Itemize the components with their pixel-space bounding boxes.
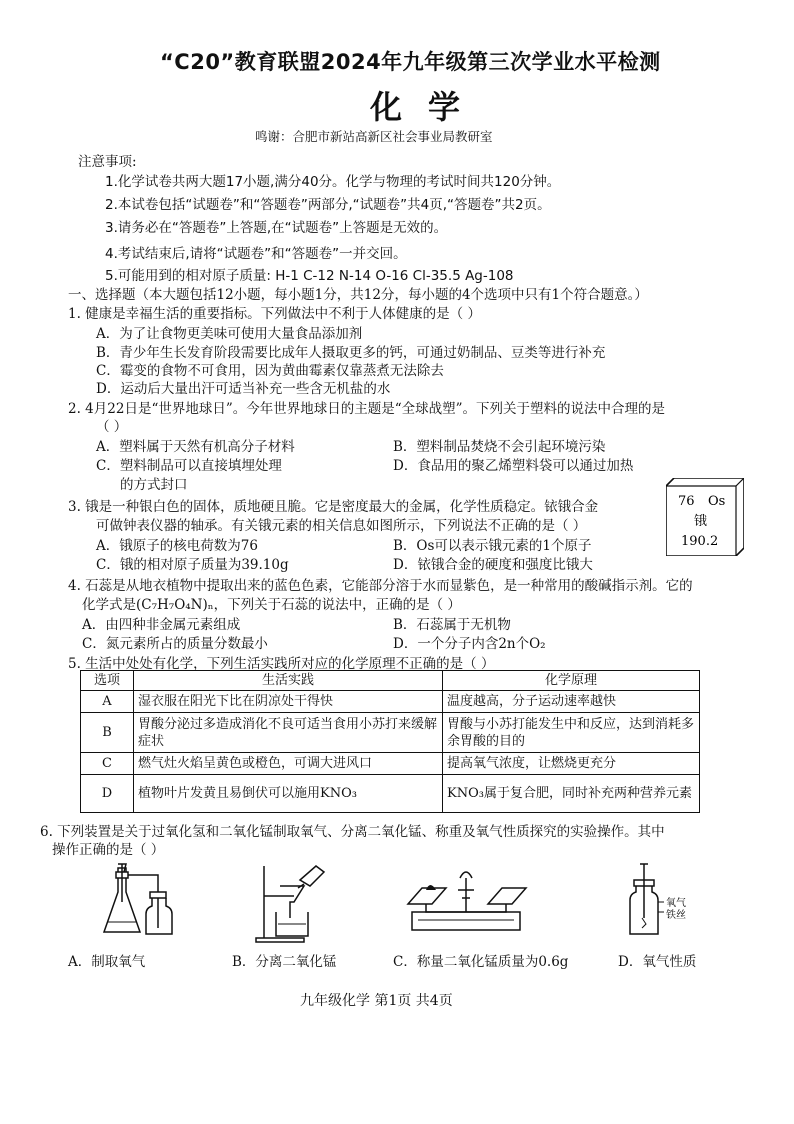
table-cell: D — [81, 775, 134, 813]
note-item: 1.化学试卷共两大题17小题,满分40分。化学与物理的考试时间共120分钟。 — [105, 174, 561, 190]
subject-title: 化学 — [370, 88, 487, 126]
q5-table — [80, 670, 700, 813]
table-row — [81, 713, 700, 753]
note-item: 2.本试卷包括“试题卷”和“答题卷”两部分,“试题卷”共4页,“答题卷”共2页。 — [105, 197, 551, 213]
exam-title: “C20”教育联盟2024年九年级第三次学业水平检测 — [160, 50, 661, 74]
q3-option-b: B．Os可以表示锇元素的1个原子 — [393, 538, 592, 554]
q2-option-d-cont: 的方式封口 — [120, 477, 188, 493]
note-item: 4.考试结束后,请将“试题卷”和“答题卷”一并交回。 — [105, 246, 407, 262]
q2-option-b: B．塑料制品焚烧不会引起环境污染 — [393, 439, 606, 455]
q6-option-c: C．称量二氧化锰质量为0.6g — [393, 954, 569, 970]
q2-option-a: A．塑料属于天然有机高分子材料 — [96, 439, 295, 455]
table-row — [81, 775, 700, 813]
q1-option-a: A．为了让食物更美味可使用大量食品添加剂 — [96, 326, 363, 342]
q4-option-d: D．一个分子内含2n个O₂ — [393, 636, 546, 652]
apparatus-b-filtration — [254, 862, 344, 944]
label-oxygen: 氧气 — [666, 898, 686, 909]
question-3-stem-cont: 可做钟表仪器的轴承。有关锇元素的相关信息如图所示，下列说法不正确的是（ ） — [96, 518, 587, 534]
table-cell: B — [81, 713, 134, 753]
table-row — [81, 753, 700, 775]
question-4-stem-cont: 化学式是(C₇H₇O₄N)ₙ，下列关于石蕊的说法中，正确的是（ ） — [82, 597, 461, 613]
q2-option-d: D．食品用的聚乙烯塑料袋可以通过加热 — [393, 458, 634, 474]
note-item: 3.请务必在“答题卷”上答题,在“试题卷”上答题是无效的。 — [105, 220, 448, 236]
q6-option-a: A．制取氧气 — [68, 954, 146, 970]
osmium-element-card — [666, 478, 744, 556]
table-cell: C — [81, 753, 134, 775]
apparatus-d-oxygen-properties — [624, 862, 694, 942]
table-header-row — [81, 671, 700, 691]
question-1-stem: 1. 健康是幸福生活的重要指标。下列做法中不利于人体健康的是（ ） — [68, 306, 481, 322]
question-2-stem: 2. 4月22日是“世界地球日”。今年世界地球日的主题是“全球战塑”。下列关于塑料的说法中合理的是 — [68, 401, 666, 417]
note-item: 5.可能用到的相对原子质量: H-1 C-12 N-14 O-16 Cl-35.5 Ag-108 — [105, 268, 514, 284]
question-2-stem-cont: （ ） — [96, 419, 128, 435]
q4-option-b: B．石蕊属于无机物 — [393, 617, 511, 633]
table-cell: 湿衣服在阳光下比在阴凉处干得快 — [134, 691, 443, 713]
acknowledgement: 鸣谢：合肥市新站高新区社会事业局教研室 — [255, 129, 493, 144]
q2-option-c: C．塑料制品可以直接填埋处理 — [96, 458, 282, 474]
element-number: 76 — [678, 494, 695, 509]
page-footer: 九年级化学 第1页 共4页 — [300, 993, 453, 1009]
table-cell: KNO₃属于复合肥，同时补充两种营养元素 — [443, 775, 700, 813]
table-header: 化学原理 — [443, 671, 700, 691]
table-cell: 温度越高，分子运动速率越快 — [443, 691, 700, 713]
element-mass: 190.2 — [681, 534, 719, 549]
table-row — [81, 691, 700, 713]
section-heading: 一、选择题（本大题包括12小题，每小题1分，共12分，每小题的4个选项中只有1个符合题意。） — [68, 287, 648, 303]
element-name: 锇 — [694, 514, 708, 529]
element-symbol: Os — [708, 494, 726, 509]
question-4-stem: 4. 石蕊是从地衣植物中提取出来的蓝色色素，它能部分溶于水而显紫色，是一种常用的酸碱指示剂。它的 — [68, 578, 693, 594]
q3-option-a: A．锇原子的核电荷数为76 — [96, 538, 258, 554]
table-cell: 胃酸与小苏打能发生中和反应，达到消耗多余胃酸的目的 — [443, 713, 700, 753]
table-cell: 植物叶片发黄且易倒伏可以施用KNO₃ — [134, 775, 443, 813]
q4-option-c: C．氮元素所占的质量分数最小 — [82, 636, 268, 652]
notes-heading: 注意事项: — [78, 154, 137, 170]
q6-option-b: B．分离二氧化锰 — [232, 954, 337, 970]
table-cell: 燃气灶火焰呈黄色或橙色，可调大进风口 — [134, 753, 443, 775]
table-cell: 提高氧气浓度，让燃烧更充分 — [443, 753, 700, 775]
table-cell: 胃酸分泌过多造成消化不良可适当食用小苏打来缓解症状 — [134, 713, 443, 753]
question-3-stem: 3. 锇是一种银白色的固体，质地硬且脆。它是密度最大的金属，化学性质稳定。铱锇合金 — [68, 499, 599, 515]
q3-option-d: D．铱锇合金的硬度和强度比锇大 — [393, 557, 593, 573]
apparatus-c-balance — [402, 860, 532, 940]
question-5-stem: 5. 生活中处处有化学，下列生活实践所对应的化学原理不正确的是（ ） — [68, 656, 495, 672]
question-6-stem-cont: 操作正确的是（ ） — [52, 842, 165, 858]
label-iron-wire: 铁丝 — [666, 910, 686, 921]
q1-option-d: D．运动后大量出汗可适当补充一些含无机盐的水 — [96, 381, 391, 397]
table-cell: A — [81, 691, 134, 713]
q4-option-a: A．由四种非金属元素组成 — [82, 617, 241, 633]
q6-option-d: D．氧气性质 — [618, 954, 697, 970]
table-header: 选项 — [81, 671, 134, 691]
q1-option-c: C．霉变的食物不可食用，因为黄曲霉素仅靠蒸煮无法除去 — [96, 363, 444, 379]
q1-option-b: B．青少年生长发育阶段需要比成年人摄取更多的钙，可通过奶制品、豆类等进行补充 — [96, 345, 606, 361]
table-header: 生活实践 — [134, 671, 443, 691]
question-6-stem: 6. 下列装置是关于过氧化氢和二氧化锰制取氧气、分离二氧化锰、称重及氧气性质探究的实验操作。其中 — [40, 824, 665, 840]
apparatus-a-oxygen-generation — [96, 862, 196, 942]
q3-option-c: C．锇的相对原子质量为39.10g — [96, 557, 289, 573]
